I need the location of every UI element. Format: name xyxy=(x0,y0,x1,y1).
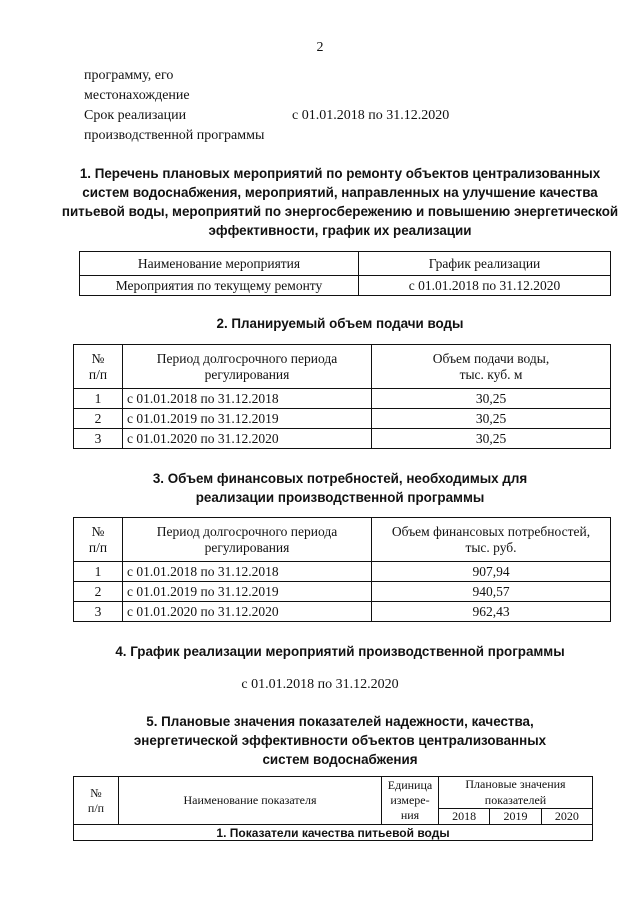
section-2-title: 2. Планируемый объем подачи воды xyxy=(216,316,464,331)
program-intro xyxy=(84,66,564,146)
activity-name: Мероприятия по текущему ремонту xyxy=(80,276,359,296)
financial-needs-table xyxy=(73,517,611,622)
table-row: 1 с 01.01.2018 по 31.12.2018 907,94 xyxy=(74,562,611,582)
period-label: Срок реализации xyxy=(84,108,187,123)
table-row: 2 с 01.01.2019 по 31.12.2019 940,57 xyxy=(74,582,611,602)
section-1-title: 1. Перечень плановых мероприятий по ремонту объектов централизованных систем водоснабжения, мероприятий, направленных на улучшение качества питьевой воды, мероприятий по энергосбережению и повышению энергетической эффективности, график их реализации xyxy=(61,166,619,238)
section-5-title: 5. Плановые значения показателей надежности, качества, энергетической эффективности объектов централизованных систем водоснабжения xyxy=(133,714,547,767)
col-header-planned-cont: показателей xyxy=(439,793,593,809)
col-header-number: № п/п xyxy=(74,777,119,825)
intro-line-1: программу, его xyxy=(84,68,174,83)
col-header-indicator: Наименование показателя xyxy=(119,777,382,825)
table-row: 3 с 01.01.2020 по 31.12.2020 962,43 xyxy=(74,602,611,622)
table-header-row xyxy=(80,252,611,276)
col-header-unit: Единица измере- ния xyxy=(382,777,439,825)
col-header-period: Период долгосрочного периода регулирования xyxy=(123,518,372,562)
table-row: 1 с 01.01.2018 по 31.12.2018 30,25 xyxy=(74,389,611,409)
indicators-table xyxy=(73,776,593,841)
section-4-period: с 01.01.2018 по 31.12.2020 xyxy=(241,677,399,692)
col-header-year-2019: 2019 xyxy=(490,809,541,825)
col-header-schedule: График реализации xyxy=(359,252,611,276)
activities-table xyxy=(79,251,611,296)
col-header-year-2018: 2018 xyxy=(439,809,490,825)
col-header-planned: Плановые значения xyxy=(439,777,593,793)
col-header-activity: Наименование мероприятия xyxy=(80,252,359,276)
period-row xyxy=(84,106,564,126)
subheader-water-quality: 1. Показатели качества питьевой воды xyxy=(74,825,593,841)
table-row xyxy=(80,276,611,296)
section-3-title: 3. Объем финансовых потребностей, необходимых для реализации производственной программы xyxy=(152,471,528,505)
section-4-title: 4. График реализации мероприятий производственной программы xyxy=(115,644,565,659)
col-header-period: Период долгосрочного периода регулирования xyxy=(123,345,372,389)
intro-line-2: местонахождение xyxy=(84,88,190,103)
table-subheader-row xyxy=(74,825,593,841)
period-value: с 01.01.2018 по 31.12.2020 xyxy=(292,108,450,123)
col-header-volume: Объем подачи воды, тыс. куб. м xyxy=(372,345,611,389)
table-row: 3 с 01.01.2020 по 31.12.2020 30,25 xyxy=(74,429,611,449)
activity-schedule: с 01.01.2018 по 31.12.2020 xyxy=(359,276,611,296)
col-header-financial: Объем финансовых потребностей, тыс. руб. xyxy=(372,518,611,562)
table-header-row xyxy=(74,345,611,389)
page-number: 2 xyxy=(316,40,324,55)
table-header-row xyxy=(74,518,611,562)
table-header-row xyxy=(74,777,593,793)
col-header-number: № п/п xyxy=(74,345,123,389)
table-row: 2 с 01.01.2019 по 31.12.2019 30,25 xyxy=(74,409,611,429)
water-supply-table xyxy=(73,344,611,449)
col-header-year-2020: 2020 xyxy=(541,809,592,825)
col-header-number: № п/п xyxy=(74,518,123,562)
period-label-continued: производственной программы xyxy=(84,128,265,143)
